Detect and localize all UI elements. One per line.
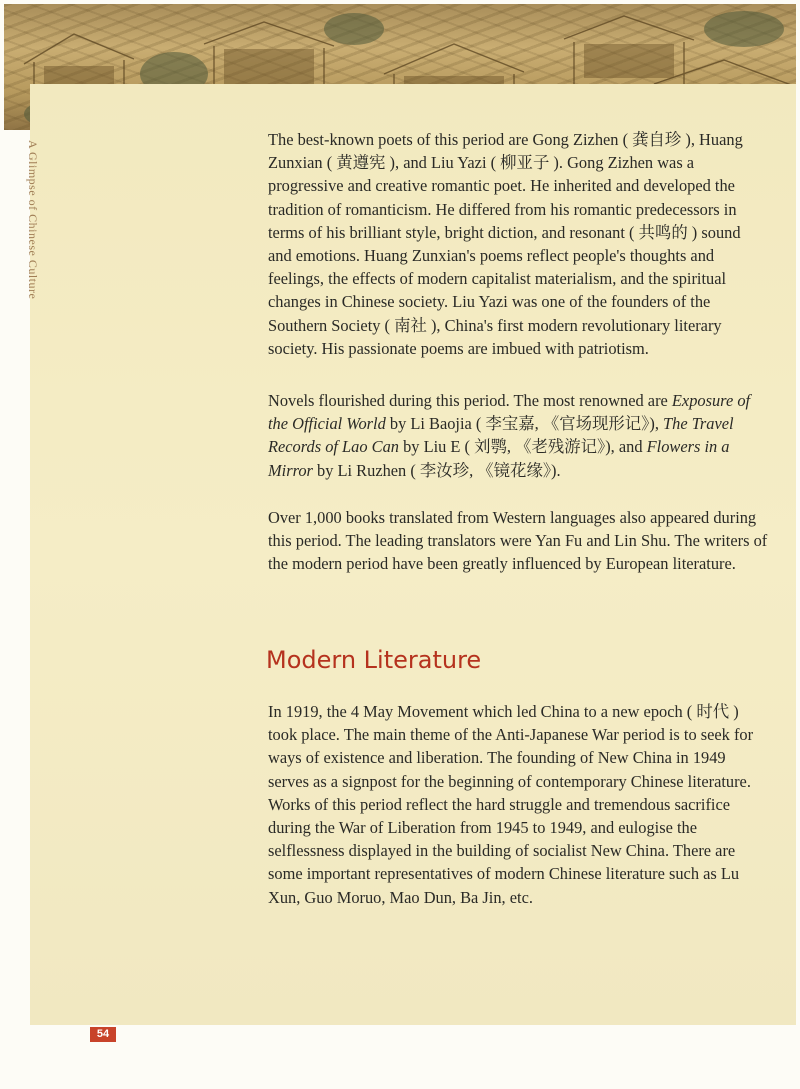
page-number-badge: 54 (90, 1027, 116, 1042)
novels-text-1: Novels flourished during this period. The most renowned are (268, 391, 672, 410)
novels-text-3: by Liu E ( 刘鹗, 《老残游记》), and (398, 437, 647, 457)
novels-text-4: by Li Ruzhen ( 李汝珍, 《镜花缘》). (312, 460, 561, 480)
paragraph-novels (268, 389, 768, 482)
running-book-title: A Glimpse of Chinese Culture (26, 140, 40, 300)
novels-text-2: by Li Baojia ( 李宝嘉, 《官场现形记》), (385, 414, 664, 434)
paragraph-poets: The best-known poets of this period are Gong Zizhen ( 龚自珍 ), Huang Zunxian ( 黄遵宪 ), and Liu Yazi ( 柳亚子 ). Gong Zizhen was a progressive and creative romantic poet. He inherited and developed the tradition of romanticism. He differed from his romantic predecessors in terms of his brilliant style, bright diction, and resonant ( 共鸣的 ) sound and emotions. Huang Zunxian's poems reflect people's thoughts and feelings, the effects of modern capitalist materialism, and the spiritual changes in Chinese society. Liu Yazi was one of the founders of the Southern Society ( 南社 ), China's first modern revolutionary literary society. His passionate poems are imbued with patriotism. (268, 130, 743, 358)
paragraph-modern-literature: In 1919, the 4 May Movement which led China to a new epoch ( 时代 ) took place. The main theme of the Anti-Japanese War period is to seek for ways of existence and liberation. The founding of New China in 1949 serves as a signpost for the beginning of contemporary Chinese literature. Works of this period reflect the hard struggle and tremendous sacrifice during the War of Liberation from 1945 to 1949, and eulogise the selflessness displayed in the building of socialist New China. There are some important representatives of modern Chinese literature such as Lu Xun, Guo Moruo, Mao Dun, Ba Jin, etc. (268, 702, 754, 907)
paragraph-translations: Over 1,000 books translated from Western languages also appeared during this period. The leading translators were Yan Fu and Lin Shu. The writers of the modern period have been greatly influenced by European literature. (268, 508, 768, 574)
novel-title-flowers: Flowers in a Mirror (268, 437, 730, 480)
novel-title-travel-records: The Travel Records of Lao Can (268, 414, 734, 457)
section-heading-modern-literature: Modern Literature (266, 646, 482, 674)
novel-title-exposure: Exposure of the Official World (268, 391, 751, 434)
